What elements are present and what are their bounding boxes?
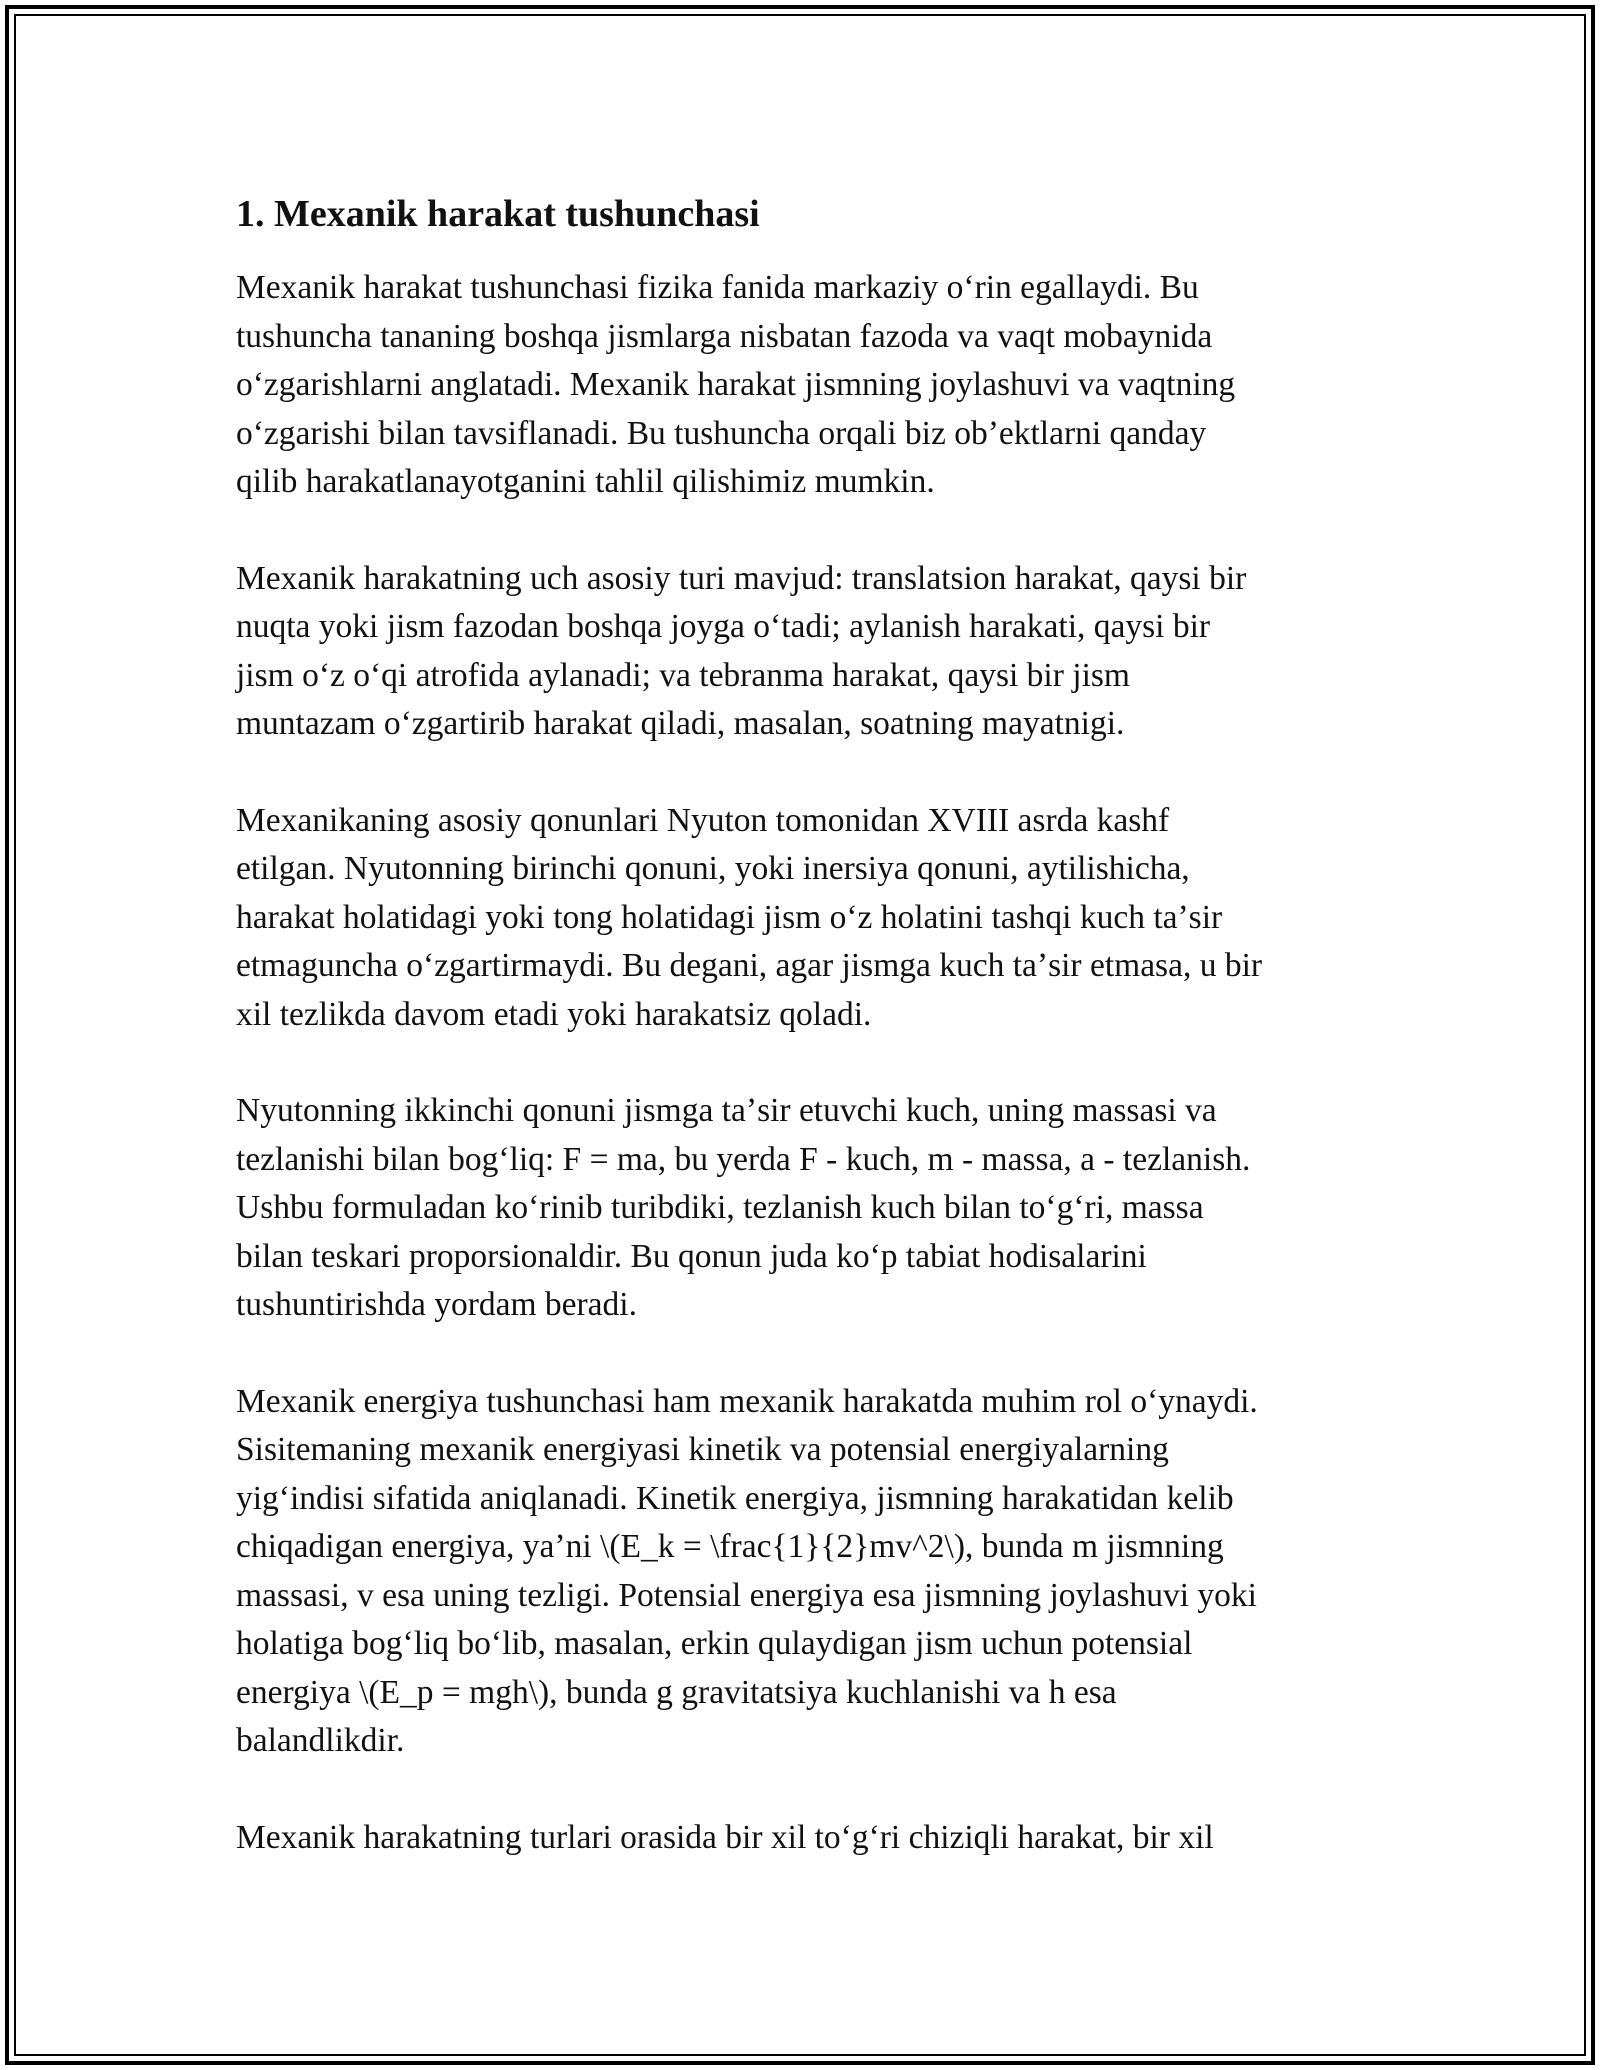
paragraph-line: balandlikdir. bbox=[236, 1722, 405, 1759]
paragraph-line: harakat holatidagi yoki tong holatidagi jism oʻz holatini tashqi kuch taʼsir bbox=[236, 898, 1223, 936]
paragraph-3 bbox=[236, 797, 1376, 1040]
paragraph-5 bbox=[236, 1378, 1376, 1766]
paragraph-line: etilgan. Nyutonning birinchi qonuni, yoki inersiya qonuni, aytilishicha, bbox=[236, 850, 1190, 887]
paragraph-4 bbox=[236, 1087, 1376, 1330]
paragraph-line: muntazam oʻzgartirib harakat qiladi, masalan, soatning mayatnigi. bbox=[236, 705, 1125, 742]
paragraph-line: Sisitemaning mexanik energiyasi kinetik va potensial energiyalarning bbox=[236, 1431, 1169, 1468]
paragraph-line: chiqadigan energiya, yaʼni \(E_k = \frac{1}{2}mv^2\), bunda m jismning bbox=[236, 1528, 1224, 1565]
paragraph-1 bbox=[236, 264, 1376, 507]
section-heading: 1. Mexanik harakat tushunchasi bbox=[236, 193, 760, 235]
paragraph-line: Mexanik harakatning uch asosiy turi mavjud: translatsion harakat, qaysi bir bbox=[236, 559, 1247, 597]
paragraph-line: tushuntirishda yordam beradi. bbox=[236, 1286, 637, 1323]
paragraph-line: Mexanik harakat tushunchasi fizika fanida markaziy oʻrin egallaydi. Bu bbox=[236, 269, 1199, 306]
paragraph-line: Mexanik energiya tushunchasi ham mexanik harakatda muhim rol oʻynaydi. bbox=[236, 1382, 1258, 1420]
paragraph-line: Mexanikaning asosiy qonunlari Nyuton tomonidan XVIII asrda kashf bbox=[236, 801, 1170, 839]
paragraph-6 bbox=[236, 1814, 1376, 1863]
paragraph-line: Ushbu formuladan koʻrinib turibdiki, tezlanish kuch bilan toʻgʻri, massa bbox=[236, 1189, 1204, 1226]
paragraph-line: bilan teskari proporsionaldir. Bu qonun juda koʻp tabiat hodisalarini bbox=[236, 1237, 1147, 1275]
paragraph-line: qilib harakatlanayotganini tahlil qilishimiz mumkin. bbox=[236, 463, 935, 500]
paragraph-line: tezlanishi bilan bogʻliq: F = ma, bu yerda F - kuch, m - massa, a - tezlanish. bbox=[236, 1140, 1251, 1178]
paragraph-line: xil tezlikda davom etadi yoki harakatsiz qoladi. bbox=[236, 995, 872, 1033]
paragraph-line: massasi, v esa uning tezligi. Potensial energiya esa jismning joylashuvi yoki bbox=[236, 1576, 1257, 1614]
paragraph-line: yigʻindisi sifatida aniqlanadi. Kinetik energiya, jismning harakatidan kelib bbox=[236, 1479, 1234, 1517]
paragraph-line: Mexanik harakatning turlari orasida bir xil toʻgʻri chiziqli harakat, bir xil bbox=[236, 1818, 1214, 1856]
paragraph-line: tushuncha tananing boshqa jismlarga nisbatan fazoda va vaqt mobaynida bbox=[236, 317, 1213, 355]
paragraph-line: oʻzgarishi bilan tavsiflanadi. Bu tushuncha orqali biz obʼektlarni qanday bbox=[236, 414, 1207, 452]
paragraph-line: energiya \(E_p = mgh\), bunda g gravitatsiya kuchlanishi va h esa bbox=[236, 1673, 1117, 1711]
document-body bbox=[236, 186, 1376, 1910]
paragraph-line: jism oʻz oʻqi atrofida aylanadi; va tebranma harakat, qaysi bir jism bbox=[236, 656, 1130, 694]
paragraph-line: holatiga bogʻliq boʻlib, masalan, erkin qulaydigan jism uchun potensial bbox=[236, 1625, 1193, 1662]
paragraph-2 bbox=[236, 555, 1376, 749]
paragraph-line: nuqta yoki jism fazodan boshqa joyga oʻtadi; aylanish harakati, qaysi bir bbox=[236, 608, 1211, 645]
paragraph-line: oʻzgarishlarni anglatadi. Mexanik harakat jismning joylashuvi va vaqtning bbox=[236, 366, 1236, 403]
paragraph-line: etmaguncha oʻzgartirmaydi. Bu degani, agar jismga kuch taʼsir etmasa, u bir bbox=[236, 947, 1263, 984]
paragraph-line: Nyutonning ikkinchi qonuni jismga taʼsir etuvchi kuch, uning massasi va bbox=[236, 1092, 1217, 1129]
